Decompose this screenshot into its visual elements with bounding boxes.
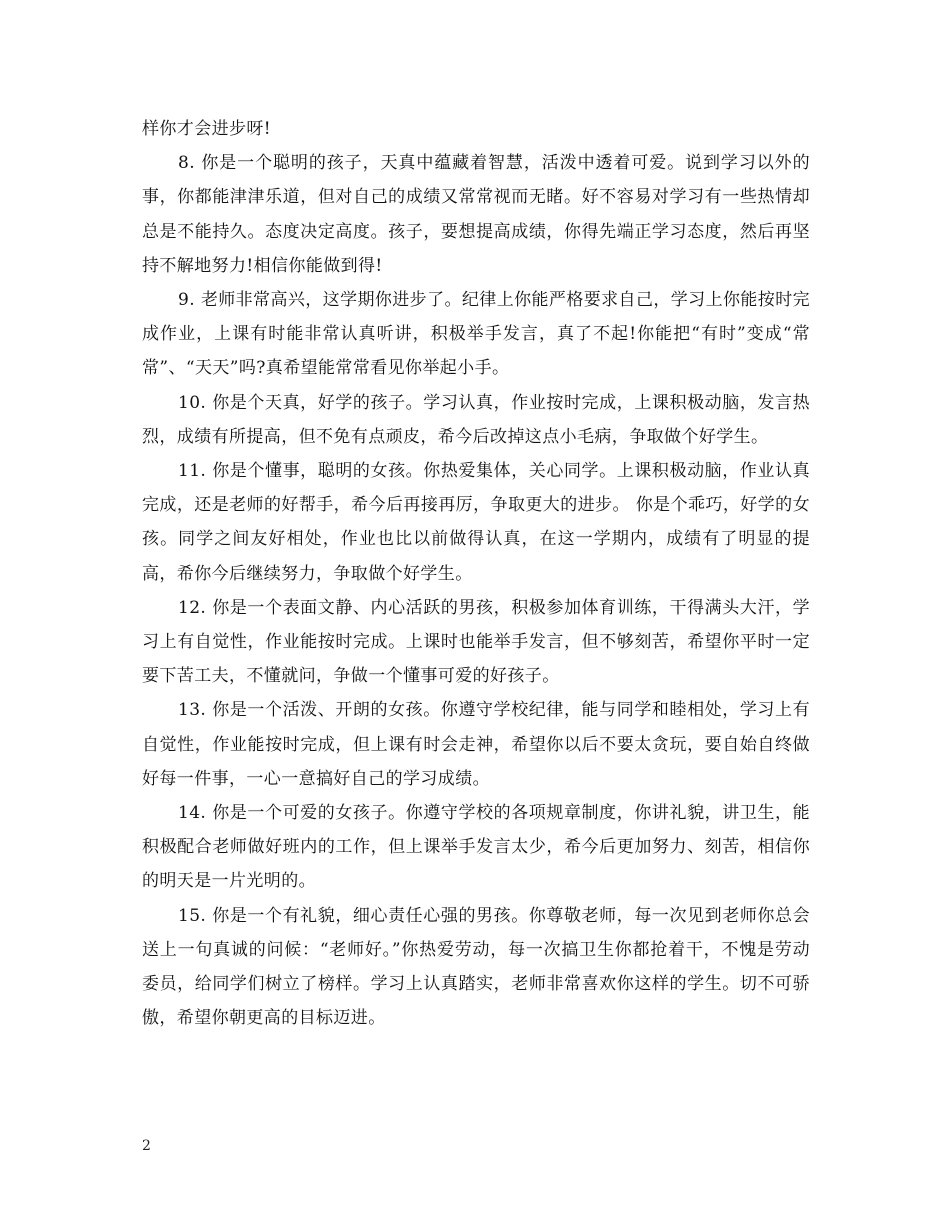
body-text bbox=[142, 112, 810, 1035]
paragraph-10: 10. 你是个天真，好学的孩子。学习认真，作业按时完成，上课积极动脑，发言热烈，成绩有所提高，但不免有点顽皮，希今后改掉这点小毛病，争取做个好学生。 bbox=[142, 392, 810, 447]
paragraph-11: 11. 你是个懂事，聪明的女孩。你热爱集体，关心同学。上课积极动脑，作业认真完成，还是老师的好帮手，希今后再接再厉，争取更大的进步。 你是个乖巧，好学的女孩。同学之间友好相处，作业也比以前做得认真，在这一学期内，成绩有了明显的提高，希你今后继续努力，争取做个好学生。 bbox=[142, 461, 810, 584]
paragraph-12: 12. 你是一个表面文静、内心活跃的男孩，积极参加体育训练，干得满头大汗，学习上有自觉性，作业能按时完成。上课时也能举手发言，但不够刻苦，希望你平时一定要下苦工夫，不懂就问，争做一个懂事可爱的好孩子。 bbox=[142, 597, 810, 687]
page-number: 2 bbox=[142, 1138, 151, 1154]
paragraph-14: 14. 你是一个可爱的女孩子。你遵守学校的各项规章制度，你讲礼貌，讲卫生，能积极配合老师做好班内的工作，但上课举手发言太少，希今后更加努力、刻苦，相信你的明天是一片光明的。 bbox=[142, 803, 810, 892]
paragraph-9: 9. 老师非常高兴，这学期你进步了。纪律上你能严格要求自己，学习上你能按时完成作业，上课有时能非常认真听讲，积极举手发言，真了不起!你能把“有时”变成“常常”、“天天”吗?真希望能常常看见你举起小手。 bbox=[142, 290, 810, 379]
paragraph-13: 13. 你是一个活泼、开朗的女孩。你遵守学校纪律，能与同学和睦相处，学习上有自觉性，作业能按时完成，但上课有时会走神，希望你以后不要太贪玩，要自始自终做好每一件事，一心一意搞好自己的学习成绩。 bbox=[142, 700, 810, 789]
paragraph-15: 15. 你是一个有礼貌，细心责任心强的男孩。你尊敬老师，每一次见到老师你总会送上一句真诚的问候：“老师好。”你热爱劳动，每一次搞卫生你都抢着干，不愧是劳动委员，给同学们树立了榜样。学习上认真踏实，老师非常喜欢你这样的学生。切不可骄傲，希望你朝更高的目标迈进。 bbox=[142, 905, 810, 1029]
paragraph-8: 8. 你是一个聪明的孩子，天真中蕴藏着智慧，活泼中透着可爱。说到学习以外的事，你都能津津乐道，但对自己的成绩又常常视而无睹。好不容易对学习有一些热情却总是不能持久。态度决定高度。孩子，要想提高成绩，你得先端正学习态度，然后再坚持不解地努力!相信你能做到得! bbox=[142, 153, 810, 276]
paragraph-continuation: 样你才会进步呀! bbox=[142, 119, 272, 139]
